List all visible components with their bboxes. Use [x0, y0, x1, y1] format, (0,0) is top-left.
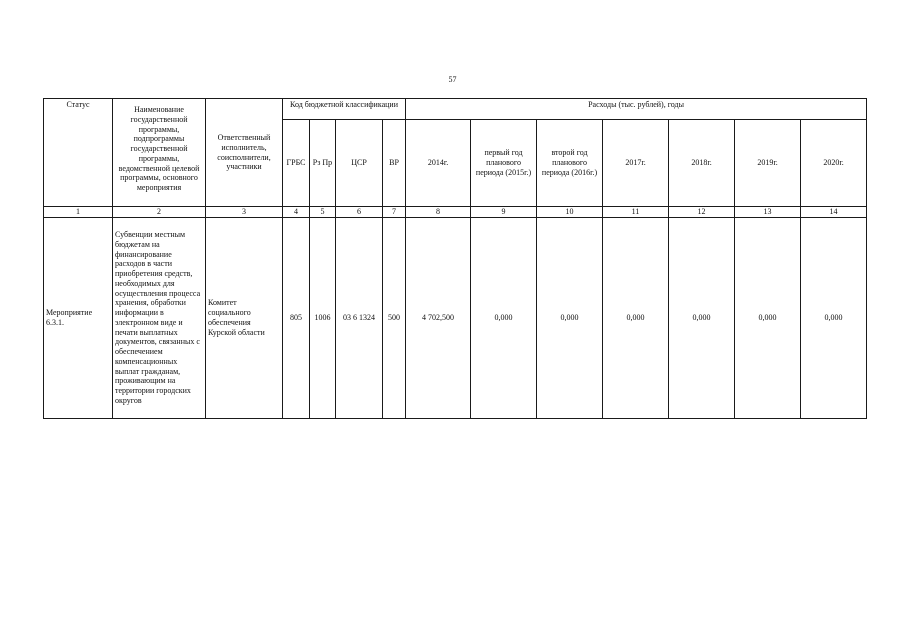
header-csr: ЦСР: [336, 120, 383, 207]
cell-csr: 03 6 1324: [336, 217, 383, 418]
header-vr: ВР: [383, 120, 406, 207]
column-number: 4: [283, 207, 310, 218]
column-number: 9: [471, 207, 537, 218]
column-number: 13: [735, 207, 801, 218]
cell-year-2017: 0,000: [603, 217, 669, 418]
column-number: 6: [336, 207, 383, 218]
column-number: 14: [801, 207, 867, 218]
column-number: 5: [310, 207, 336, 218]
cell-vr: 500: [383, 217, 406, 418]
cell-rzpr: 1006: [310, 217, 336, 418]
cell-status: Мероприятие 6.3.1.: [44, 217, 113, 418]
column-number: 7: [383, 207, 406, 218]
cell-year-2019: 0,000: [735, 217, 801, 418]
table-row: [44, 217, 867, 418]
header-year-2020: 2020г.: [801, 120, 867, 207]
header-status: Статус: [44, 99, 113, 207]
column-number-row: [44, 207, 867, 218]
header-year-2017: 2017г.: [603, 120, 669, 207]
cell-year-2014: 4 702,500: [406, 217, 471, 418]
header-executor: Ответственный исполнитель, соисполнители, участники: [206, 99, 283, 207]
column-number: 1: [44, 207, 113, 218]
page-number: 57: [448, 75, 457, 84]
header-year-2019: 2019г.: [735, 120, 801, 207]
header-row: [44, 99, 867, 120]
cell-year-2015: 0,000: [471, 217, 537, 418]
header-year-2018: 2018г.: [669, 120, 735, 207]
cell-year-2020: 0,000: [801, 217, 867, 418]
header-year-2015: первый год планового периода (2015г.): [471, 120, 537, 207]
cell-program-name: Субвенции местным бюджетам на финансирование расходов в части приобретения средств, необходимых для осуществления процесса хранения, обработки информации в электронном виде и печати выплатных документов, связанных с обеспечением компенсационных выплат гражданам, проживающим на территории городских округов: [113, 217, 206, 418]
column-number: 2: [113, 207, 206, 218]
header-year-2016: второй год планового периода (2016г.): [537, 120, 603, 207]
cell-grbs: 805: [283, 217, 310, 418]
column-number: 3: [206, 207, 283, 218]
header-grbs: ГРБС: [283, 120, 310, 207]
column-number: 10: [537, 207, 603, 218]
cell-year-2018: 0,000: [669, 217, 735, 418]
header-year-2014: 2014г.: [406, 120, 471, 207]
column-number: 12: [669, 207, 735, 218]
cell-executor: Комитет социального обеспечения Курской области: [206, 217, 283, 418]
column-number: 8: [406, 207, 471, 218]
header-expenses-group: Расходы (тыс. рублей), годы: [406, 99, 867, 120]
column-number: 11: [603, 207, 669, 218]
header-program-name: Наименование государственной программы, подпрограммы государственной программы, ведомственной целевой программы, основного мероприятия: [113, 99, 206, 207]
cell-year-2016: 0,000: [537, 217, 603, 418]
budget-table: [43, 98, 867, 419]
header-rzpr: Рз Пр: [310, 120, 336, 207]
header-budget-code-group: Код бюджетной классификации: [283, 99, 406, 120]
